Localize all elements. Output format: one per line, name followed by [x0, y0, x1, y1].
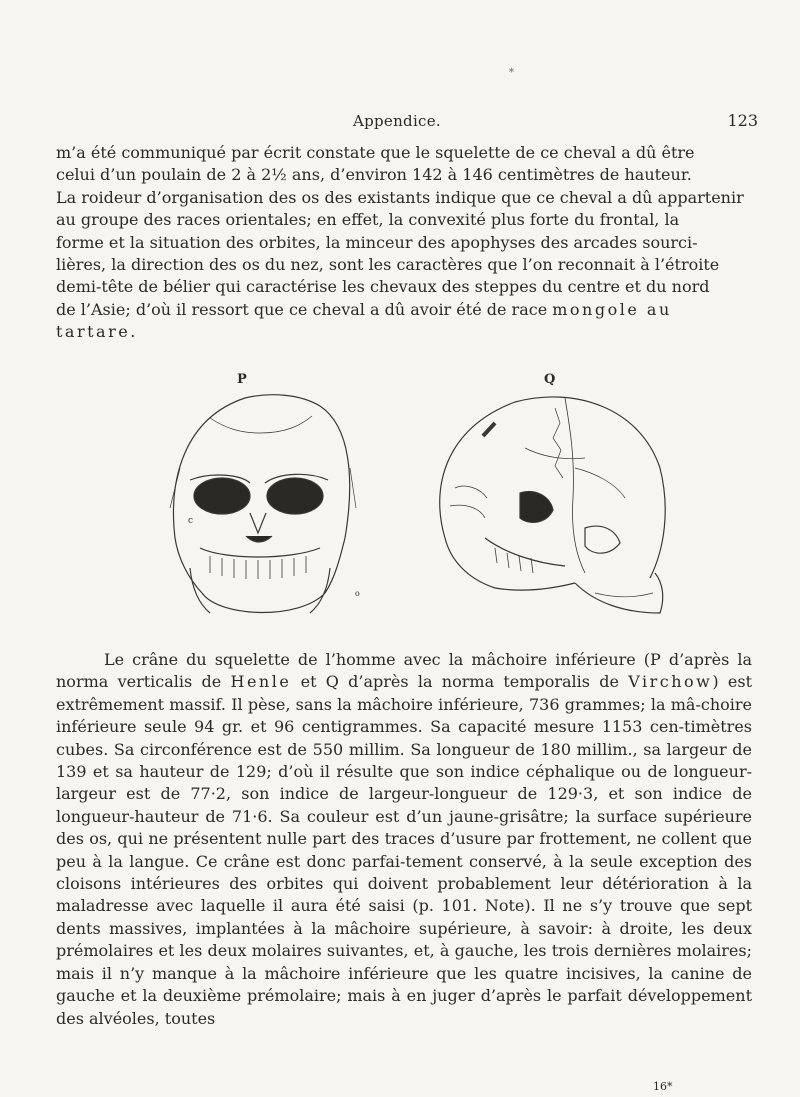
signature-mark: 16* — [653, 1080, 673, 1093]
name-henle: Henle — [230, 672, 292, 692]
paragraph-human-skull: Le crâne du squelette de l’homme avec la mâchoire inférieure (P d’après la norma verticalis de Henle et Q d’après la norma temporalis de Virchow) est extrêmement massif. Il pèse, sans la mâchoire inférieure, 736 grammes; la mâ-choire inférieure seule 94 gr. et 96 centigrammes. Sa capacité mesure 1153 cen-timètres cubes. Sa circonférence est de 550 millim. Sa longueur de 180 millim., sa largeur de 139 et sa hauteur de 129; d’où il résulte que son indice céphalique ou de longueur-largeur est de 77·2, son indice de largeur-longueur de 129·3, et son indice de longueur-hauteur de 71·6. Sa couleur est d’un jaune-grisâtre; la surface supérieure des os, qui ne présentent nulle part des traces d’usure par frottement, ne collent que peu à la langue. Ce crâne est donc parfai-tement conservé, à la seule exception des cloisons intérieures des orbites qui doivent probablement leur détérioration à la maladresse avec laquelle il aura été saisi (p. 101. Note). Il ne s’y trouve que sept dents massives, implantées à la mâchoire supérieure, à savoir: à droite, les deux prémolaires et les deux molaires suivantes, et, à gauche, les trois dernières molaires; mais il n’y manque à la mâchoire inférieure que les quatre incisives, la canine de gauche et la deuxième prémolaire; mais à en juger d’après le parfait développement des alvéoles, toutes — [56, 650, 753, 1028]
svg-text:o: o — [355, 589, 360, 598]
running-head: Appendice. — [352, 112, 442, 130]
figure-label-q: Q — [544, 372, 556, 387]
emphasis-race: mongole au — [552, 299, 672, 319]
page-header — [0, 112, 800, 134]
svg-text:c: c — [188, 516, 194, 526]
text-line: de l’Asie; d’où il ressort que ce cheval a dû avoir été de race mongole au — [56, 299, 672, 319]
skull-figure — [150, 388, 680, 638]
text-line: La roideur d’organisation des os des existants indique que ce cheval a dû appartenir — [56, 187, 744, 207]
skull-frontal-view — [170, 395, 360, 613]
stray-mark: ⁎ — [509, 64, 514, 75]
text-line: tartare. — [56, 322, 138, 342]
text-line: lières, la direction des os du nez, sont les caractères que l’on reconnait à l’étroite — [56, 255, 720, 275]
paragraph-horse — [56, 142, 752, 344]
text-line: au groupe des races orientales; en effet, la convexité plus forte du frontal, la — [56, 210, 680, 230]
figure-label-p: P — [237, 372, 247, 387]
text-line: m’a été communiqué par écrit constate que le squelette de ce cheval a dû être — [56, 143, 695, 162]
skull-illustration — [150, 388, 680, 638]
text-line: celui d’un poulain de 2 à 2½ ans, d’environ 142 à 146 centimètres de hauteur. — [56, 165, 692, 185]
page-number: 123 — [727, 111, 758, 130]
text-line: forme et la situation des orbites, la minceur des apophyses des arcades sourci- — [56, 232, 698, 252]
text-line: demi-tête de bélier qui caractérise les chevaux des steppes du centre et du nord — [56, 277, 710, 297]
name-virchow: Virchow — [628, 672, 713, 692]
skull-lateral-view — [440, 397, 665, 613]
